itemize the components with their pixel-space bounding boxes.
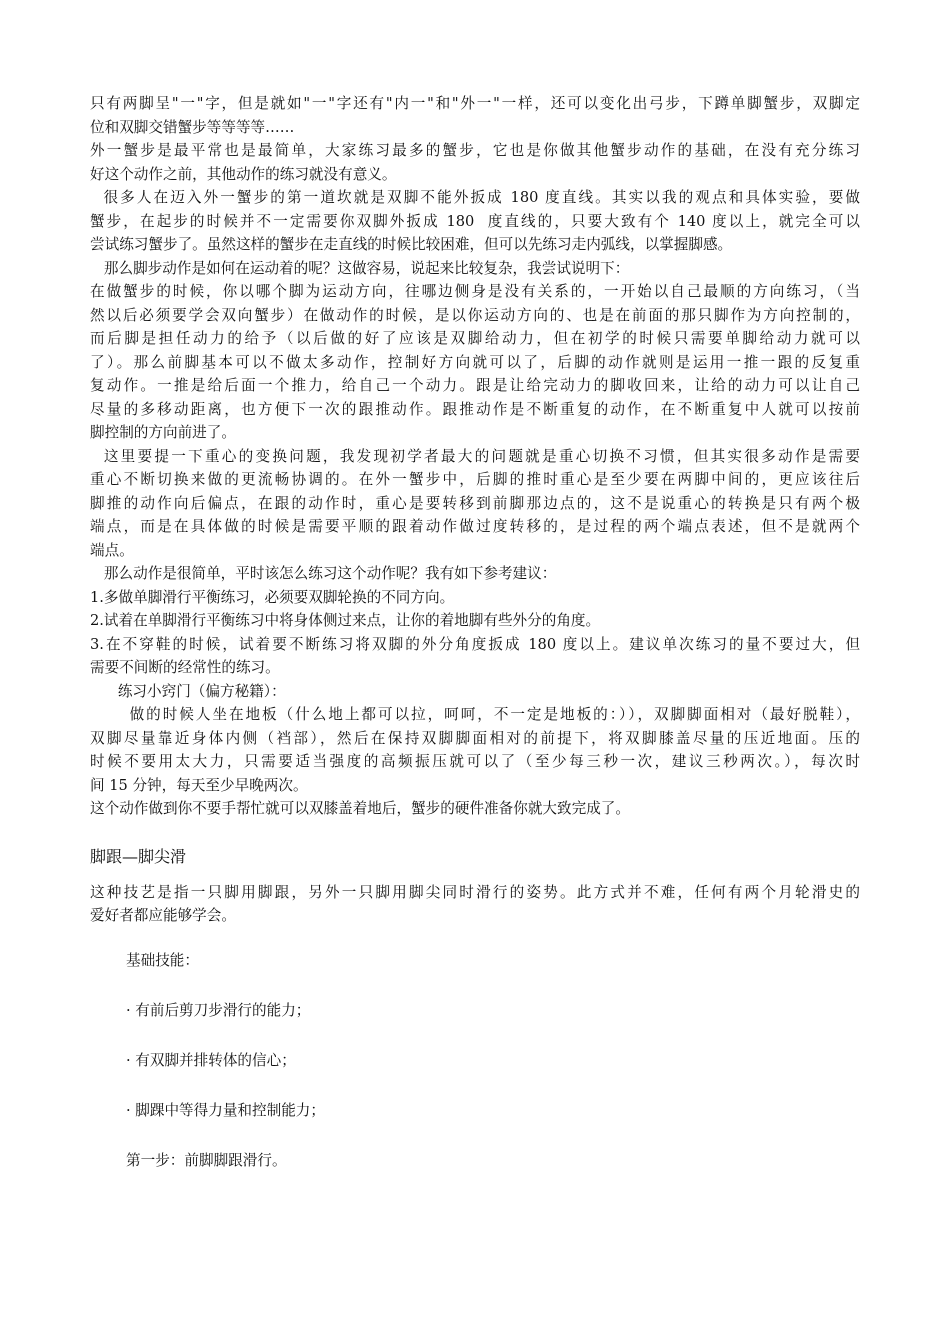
paragraph-line: 双脚尽量靠近身体内侧（裆部），然后在保持双脚脚面相对的前提下，将双脚膝盖尽量的压近地面。压的 xyxy=(90,729,860,747)
paragraph-line: 尽量的多移动距离，也方便下一次的跟推动作。跟推动作是不断重复的动作，在不断重复中人就可以按前 xyxy=(90,400,860,418)
paragraph-line: 重心不断切换来做的更流畅协调的。在外一蟹步中，后脚的推时重心是至少要在两脚中间的，更应该往后 xyxy=(90,471,860,488)
paragraph-line: 位和双脚交错蟹步等等等等…… xyxy=(90,118,295,136)
paragraph-line: 只有两脚呈"一"字，但是就如"一"字还有"内一"和"外一"一样，还可以变化出弓步，下蹲单脚蟹步，双脚定 xyxy=(90,95,860,112)
paragraph-line: 端点，而是在具体做的时候是需要平顺的跟着动作做过度转移的，是过程的两个端点表述，但不是就两个 xyxy=(90,518,860,535)
paragraph-line: 间 15 分钟，每天至少早晚两次。 xyxy=(90,776,308,794)
paragraph-line: 练习小窍门（偏方秘籍）： xyxy=(90,682,286,700)
section-heading: 脚跟—脚尖滑 xyxy=(90,846,187,866)
paragraph-line: 这个动作做到你不要手帮忙就可以双膝盖着地后，蟹步的硬件准备你就大致完成了。 xyxy=(90,800,630,817)
paragraph-line: 复动作。一推是给后面一个推力，给自己一个动力。跟是让给完动力的脚收回来，让给的动力可以让自己 xyxy=(90,377,860,394)
paragraph-line: 1.多做单脚滑行平衡练习，必须要双脚轮换的不同方向。 xyxy=(90,588,455,606)
intro-line: 爱好者都应能够学会。 xyxy=(90,907,236,924)
paragraph-line: 那么脚步动作是如何在运动着的呢？这做容易，说起来比较复杂，我尝试说明下： xyxy=(90,259,630,277)
paragraph-line: 时候不要用太大力，只需要适当强度的高频振压就可以了（至少每三秒一次，建议三秒两次。），每次时 xyxy=(90,753,860,770)
paragraph-line: 在做蟹步的时候，你以哪个脚为运动方向，往哪边侧身是没有关系的，一开始以自己最顺的方向练习，（当 xyxy=(90,283,860,300)
paragraph-line: 蟹步，在起步的时候并不一定需要你双脚外扳成 180 度直线的，只要大致有个 140 度以上，就完全可以 xyxy=(90,212,860,230)
step-line: 第一步：前脚脚跟滑行。 xyxy=(126,1151,287,1169)
bullet-item: · 有双脚并排转体的信心； xyxy=(126,1051,296,1069)
paragraph-line: 脚推的动作向后偏点，在跟的动作时，重心是要转移到前脚那边点的，这不是说重心的转换是只有两个极 xyxy=(90,494,860,512)
article-body xyxy=(90,92,860,821)
bullet-item: · 脚踝中等得力量和控制能力； xyxy=(126,1101,325,1119)
section-body xyxy=(90,881,860,1186)
paragraph-line: 而后脚是担任动力的给予（以后做的好了应该是双脚给动力，但在初学的时候只需要单脚给动力就可以 xyxy=(90,330,860,347)
paragraph-line: 这里要提一下重心的变换问题，我发现初学者最大的问题就是重心切换不习惯，但其实很多动作是需要 xyxy=(90,447,860,465)
intro-line: 这种技艺是指一只脚用脚跟，另外一只脚用脚尖同时滑行的姿势。此方式并不难，任何有两个月轮滑史的 xyxy=(90,883,860,901)
paragraph-line: 需要不间断的经常性的练习。 xyxy=(90,659,280,676)
paragraph-line: 那么动作是很简单，平时该怎么练习这个动作呢？我有如下参考建议： xyxy=(90,565,557,582)
basics-label: 基础技能： xyxy=(126,951,199,969)
paragraph-line: 很多人在迈入外一蟹步的第一道坎就是双脚不能外扳成 180 度直线。其实以我的观点和具体实验，要做 xyxy=(90,189,861,206)
paragraph-line: 尝试练习蟹步了。虽然这样的蟹步在走直线的时候比较困难，但可以先练习走内弧线，以掌握脚感。 xyxy=(90,236,733,253)
bullet-item: · 有前后剪刀步滑行的能力； xyxy=(126,1001,311,1019)
paragraph-line: 3.在不穿鞋的时候，试着要不断练习将双脚的外分角度扳成 180 度以上。建议单次练习的量不要过大，但 xyxy=(90,635,860,653)
paragraph-line: 2.试着在单脚滑行平衡练习中将身体侧过来点，让你的着地脚有些外分的角度。 xyxy=(90,612,601,629)
paragraph-line: 好这个动作之前，其他动作的练习就没有意义。 xyxy=(90,165,397,183)
paragraph-line: 脚控制的方向前进了。 xyxy=(90,424,236,441)
section-intro xyxy=(90,881,860,928)
paragraph-line: 然以后必须要学会双向蟹步）在做动作的时候，是以你运动方向的、也是在前面的那只脚作为方向控制的， xyxy=(90,306,860,324)
paragraph-line: 外一蟹步是最平常也是最简单，大家练习最多的蟹步，它也是你做其他蟹步动作的基础，在没有充分练习 xyxy=(90,142,860,159)
paragraph-line: 做的时候人坐在地板（什么地上都可以拉，呵呵，不一定是地板的：）），双脚脚面相对（最好脱鞋）， xyxy=(90,706,860,723)
paragraph-line: 端点。 xyxy=(90,541,134,559)
paragraph-line: 了）。那么前脚基本可以不做太多动作，控制好方向就可以了，后脚的动作就则是运用一推一跟的反复重 xyxy=(90,353,860,371)
